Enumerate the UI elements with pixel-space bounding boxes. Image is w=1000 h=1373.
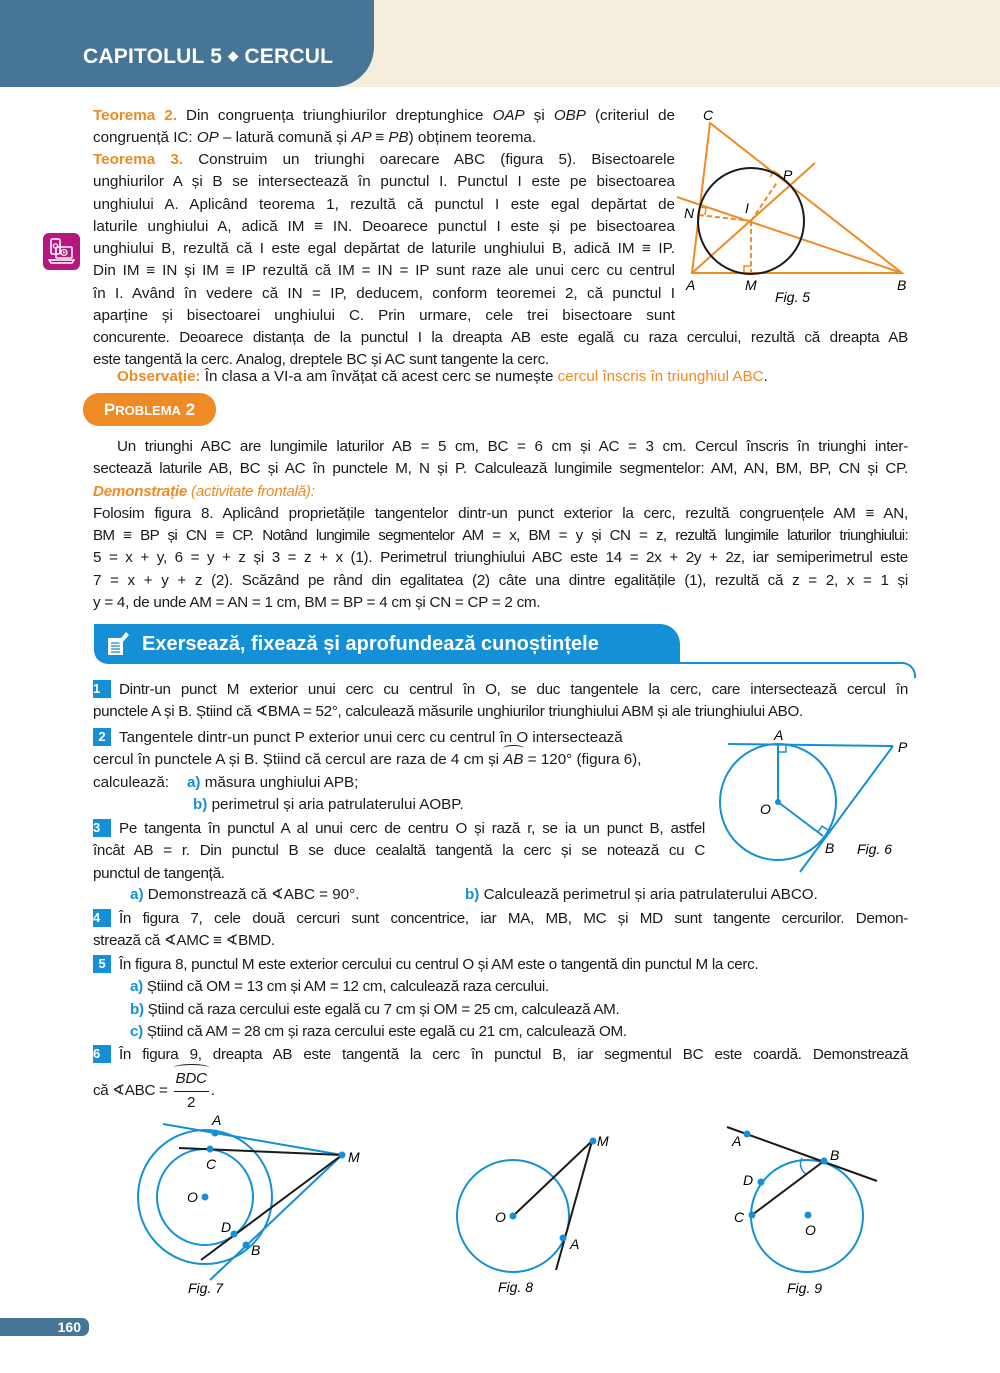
- point-label-n: N: [684, 205, 695, 221]
- chapter-tab: [0, 0, 374, 87]
- multimedia-icon[interactable]: [43, 233, 80, 270]
- figure-caption: Fig. 8: [498, 1279, 534, 1295]
- text-line: unghiului B, rezultă că I este egal depărtat de laturile unghiului B, adică IM ≡ IP.: [93, 240, 675, 258]
- tangent-md: [201, 1155, 342, 1260]
- denominator: 2: [187, 1093, 196, 1111]
- text: Din congruența triunghiurilor dreptunghice: [176, 107, 493, 124]
- observation: [117, 366, 917, 388]
- figure-caption: Fig. 9: [787, 1280, 823, 1296]
- text: perimetrul și aria patrulaterului AOBP.: [207, 795, 464, 813]
- text-line: strează că ∢AMC ≡ ∢BMD.: [93, 932, 275, 950]
- incircle-term: cercul înscris în triunghiul ABC: [557, 368, 764, 385]
- pencil-note-icon: [106, 631, 130, 657]
- page-number: [0, 1318, 89, 1336]
- text: și: [524, 107, 554, 124]
- text: OAP: [492, 107, 525, 124]
- exercise-number: 3: [93, 819, 111, 837]
- badge-number: 2: [185, 400, 196, 419]
- text: Demonstrează că ∢ABC = 90°.: [143, 886, 360, 903]
- badge-text: P: [103, 400, 116, 419]
- point-label-a: A: [774, 727, 784, 743]
- segment-om: [513, 1141, 592, 1216]
- text-line: punctele A și B. Știind că ∢BMA = 52°, calculează măsurile unghiurilor triunghiului ABM și ale triunghiului ABO.: [93, 703, 803, 721]
- subitem-label: b): [130, 1000, 144, 1018]
- figure-7: [120, 1105, 380, 1305]
- exercise-6: [93, 1044, 908, 1114]
- subitem-label: b): [465, 886, 480, 903]
- text-line: Dintr-un punct M exterior unui cerc cu centrul în O, se duc tangentele la cerc, care intersectează cercul în: [119, 681, 908, 698]
- text: Știind că AM = 28 cm și raza cercului este egală cu 21 cm, calculează OM.: [142, 1022, 627, 1040]
- subitem-label: a): [186, 773, 201, 791]
- text: că ∢ABC =: [93, 1082, 172, 1100]
- text-line: unghiurilor A și B se intersectează în punctul I. Punctul I este pe bisectoarea: [93, 173, 675, 191]
- text-line: aparține și bisectoarei unghiului C. Prin urmare, cele trei bisectoare sunt: [93, 307, 675, 325]
- figure-8: [420, 1120, 640, 1305]
- subitem-label: b): [193, 795, 208, 813]
- arc-bdc: BDC: [174, 1068, 209, 1091]
- subitem-label: c): [130, 1022, 143, 1040]
- exercise-number: 5: [93, 955, 111, 973]
- exercise-number: 4: [93, 909, 111, 927]
- problem-2-statement: [93, 436, 908, 614]
- figure-caption: Fig. 6: [857, 841, 893, 857]
- header-rule: [660, 662, 916, 678]
- chord-bc: [752, 1161, 824, 1215]
- point-label-c: C: [206, 1156, 217, 1172]
- point-label-o: O: [805, 1222, 816, 1238]
- point-label-a: A: [570, 1236, 580, 1252]
- point-label-m: M: [597, 1133, 609, 1149]
- text: AP ≡ PB: [351, 129, 409, 147]
- theorem-3-label: Teorema 3.: [93, 151, 184, 168]
- theorem-2-label: Teorema 2.: [93, 107, 177, 124]
- theorem-3-continued: [93, 327, 908, 372]
- figure-6: [700, 720, 920, 880]
- text-line: Construim un triunghi oarecare ABC (figura 5). Bisectoarele: [183, 151, 675, 168]
- exercise-number: 1: [93, 680, 111, 698]
- text: .: [210, 1082, 215, 1100]
- subitem-label: a): [130, 886, 144, 903]
- bisector-b: [677, 197, 902, 273]
- point-label-d: D: [221, 1219, 232, 1235]
- text-line: În figura 7, cele două cercuri sunt concentrice, iar MA, MB, MC și MD sunt tangente cercurilor. Demon-: [119, 910, 908, 927]
- point-label-p: P: [898, 739, 908, 755]
- text: (criteriul de congruență IC:: [93, 107, 675, 147]
- figure-5: [670, 100, 930, 310]
- exercise-3: [93, 818, 705, 885]
- text-line: 5 = x + y, 6 = y + z și 3 = z + x (1). Perimetrul triunghiului ABC este 14 = 2x + 2y + 2z, iar semiperimetrul este: [93, 549, 908, 567]
- text-line: încât AB = r. Din punctul B se duce cealaltă tangentă la cerc și se notează cu C: [93, 842, 705, 860]
- subitem-label: a): [130, 978, 143, 996]
- text: Știind că raza cercului este egală cu 7 cm și OM = 25 cm, calculează AM.: [143, 1000, 620, 1018]
- text: măsura unghiului APB;: [200, 773, 359, 791]
- point-label-b: B: [897, 277, 907, 293]
- text-line: concurente. Deoarece distanța de la punctul I la dreapta AB este egală cu raza cercului, rezultă că dreapta AB: [93, 329, 908, 346]
- point-label-a: A: [732, 1133, 742, 1149]
- exercise-1: [93, 679, 908, 724]
- chapter-number: CAPITOLUL 5: [83, 45, 223, 68]
- observation-label: Observație:: [117, 368, 201, 385]
- text: .: [763, 368, 768, 385]
- text-line: sectează laturile AB, BC și AC în punctele M, N și P. Calculează lungimile segmentelor: AM, AN, BM, BP, CN și CP.: [93, 460, 908, 478]
- exercises-title: Exersează, fixează și aprofundează cunoștințele: [142, 633, 599, 655]
- point-label-i: I: [745, 200, 749, 216]
- text-line: Un triunghi ABC are lungimile laturilor AB = 5 cm, BC = 6 cm și AC = 3 cm. Cercul înscris în triunghi inter-: [117, 438, 908, 455]
- text-line: Tangentele dintr-un punct P exterior unui cerc cu centrul în O intersectează: [119, 729, 623, 746]
- exercise-3-subitems: [130, 884, 880, 906]
- text-line: În figura 8, punctul M este exterior cercului cu centrul O și AM este o tangentă din punctul M la cerc.: [119, 956, 759, 973]
- figure-caption: Fig. 7: [188, 1280, 224, 1296]
- text-line: În figura 9, dreapta AB este tangentă la cerc în punctul B, iar segmentul BC este coardă. Demonstrează: [119, 1046, 908, 1063]
- exercise-5: [93, 954, 908, 1043]
- page-number-text: 160: [57, 1319, 81, 1335]
- text-line: unghiului A. Aplicând teorema 1, rezultă că punctul I este egal depărtat de: [93, 195, 675, 213]
- chapter-title: [83, 45, 333, 69]
- figure-caption: Fig. 5: [775, 289, 811, 305]
- text-line: 7 = x + y + z (2). Scăzând pe rând din egalitatea (2) câte una dintre egalitățile (1), rezultă că z = 2, x = 1 și: [93, 571, 908, 589]
- point-label-d: D: [743, 1172, 754, 1188]
- text-line: y = 4, de unde AM = AN = 1 cm, BM = BP = 4 cm și CN = CP = 2 cm.: [93, 594, 541, 612]
- exercise-number: 2: [93, 728, 111, 746]
- exercise-2: [93, 727, 713, 816]
- point-label-p: P: [783, 167, 793, 183]
- text-line: BM ≡ BP și CN ≡ CP. Notând lungimile segmentelor AM = x, BM = y și CN = z, rezultă lungimile laturilor triunghiului:: [93, 527, 908, 545]
- diamond-icon: ◆: [228, 48, 239, 63]
- demonstration-label: Demonstrație: [93, 482, 188, 500]
- triangle-abc: [692, 123, 902, 273]
- text: OP: [196, 129, 219, 147]
- text-line: laturile unghiului A, adică IM ≡ IN. Deoarece punctul I este și pe bisectoarea: [93, 217, 675, 235]
- exercise-4: [93, 908, 908, 953]
- text: Știind că OM = 13 cm și AM = 12 cm, calculează raza cercului.: [142, 978, 549, 996]
- text: ) obținem teorema.: [408, 129, 537, 147]
- point-label-c: C: [734, 1209, 745, 1225]
- point-label-o: O: [187, 1189, 198, 1205]
- text: Calculează perimetrul și aria patrulaterului ABCO.: [479, 886, 818, 903]
- text-line: Din IM ≡ IN și IM ≡ IP rezultă că IM = IN = IP sunt raze ale unui cerc cu centrul: [93, 262, 675, 280]
- text-line: este tangentă la cerc. Analog, dreptele BC și AC sunt tangente la cerc.: [93, 351, 549, 369]
- exercise-number: 6: [93, 1045, 111, 1063]
- point-label-a: A: [212, 1112, 222, 1128]
- radius-in: [699, 215, 751, 221]
- point-label-o: O: [495, 1209, 506, 1225]
- demonstration-note: (activitate frontală):: [187, 482, 315, 500]
- text: calculează:: [93, 773, 169, 791]
- text-line: în I. Având în vedere că IN = IP, deducem, conform teoremei 2, că punctul I: [93, 284, 675, 302]
- text: – latură comună și: [218, 129, 352, 147]
- theorem-3: [93, 149, 675, 327]
- text: = 120° (figura 6),: [523, 751, 642, 769]
- point-label-c: C: [703, 107, 714, 123]
- point-label-b: B: [825, 840, 835, 856]
- tangent-a: [728, 744, 893, 746]
- text-line: Pe tangenta în punctul A al unui cerc de centru O și rază r, se ia un punct B, astfel: [119, 820, 705, 837]
- point-label-a: A: [686, 277, 696, 293]
- badge-text: ROBLEMA: [115, 403, 181, 418]
- point-label-b: B: [251, 1242, 261, 1258]
- text: OBP: [553, 107, 586, 124]
- theorem-2: [93, 105, 675, 150]
- problem-2-badge: [83, 393, 216, 426]
- point-label-m: M: [348, 1149, 360, 1165]
- text-line: Folosim figura 8. Aplicând proprietățile tangentelor dintr-un punct exterior la cerc, rezultă congruențele AM ≡ AN,: [93, 504, 908, 522]
- point-label-b: B: [830, 1147, 840, 1163]
- figure-9: [710, 1115, 910, 1305]
- point-label-m: M: [745, 277, 757, 293]
- text-line: punctul de tangență.: [93, 864, 225, 882]
- tangent-mb: [210, 1155, 342, 1280]
- chapter-name: CERCUL: [244, 45, 334, 68]
- arc-ab: AB: [503, 749, 523, 771]
- point-label-o: O: [760, 801, 771, 817]
- text: În clasa a VI-a am învățat că acest cerc se numește: [200, 368, 558, 385]
- text: cercul în punctele A și B. Știind că cercul are raza de 4 cm și: [93, 751, 504, 769]
